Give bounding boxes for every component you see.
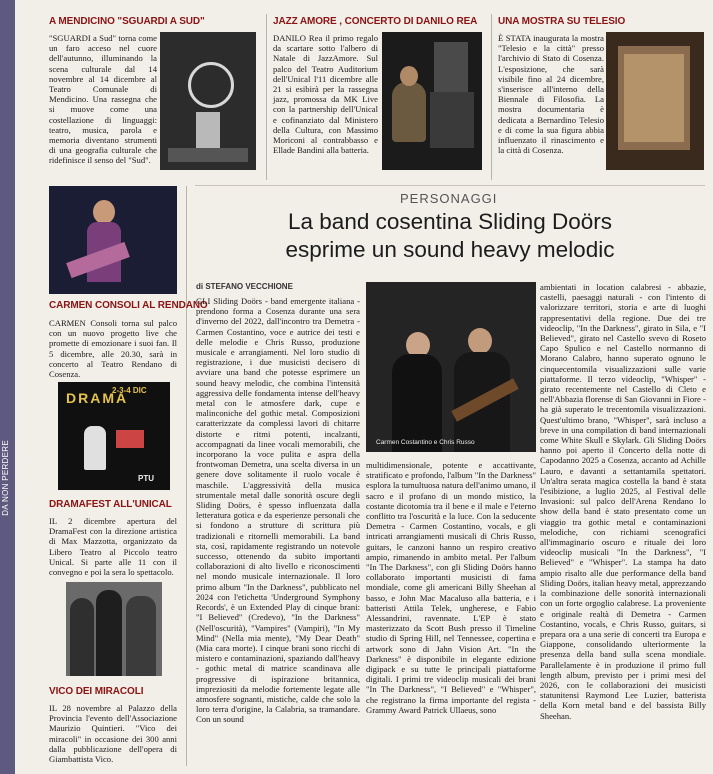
consoli-title: CARMEN CONSOLI AL RENDANO [49,300,208,311]
column-divider [186,186,187,766]
vico-body: IL 28 novembre al Palazzo della Provincia l'evento dell'Associazione Maurizio Quintieri. "Vico dei miracoli" in occasione dei 300 anni dalla pubblicazione dell'opera di Giambattista Vico. [49,703,177,765]
telesio-manuscript-image [606,32,704,170]
article-kicker: PERSONAGGI [400,191,498,206]
jazz-body: DANILO Rea il primo regalo da scartare sotto l'albero di Natale di JazzAmore. Sul palco del Teatro Auditorium dell'Unical l'11 dicembre alle 21 si esibirà per la rassegna jazz, promossa da MK Live con la partnership dell'Unical e cofinanziato dal Ministero della Cultura, con Massimo Moriconi al contrabbasso e Ellade Bandini alla batteria. [273,33,378,156]
column-divider [266,14,267,180]
vico-title: VICO DEI MIRACOLI [49,686,144,697]
band-photo [366,282,536,452]
column-divider [491,14,492,180]
telesio-title: UNA MOSTRA SU TELESIO [498,16,626,27]
jazz-pianist-image [382,32,482,170]
vico-group-image [66,582,162,676]
mendicino-poster-image [160,32,256,170]
article-top-rule [195,185,705,186]
mendicino-title: A MENDICINO "SGUARDI A SUD" [49,16,205,27]
dramafest-body: IL 2 dicembre apertura del DramaFest con la direzione artistica di Max Mazzotta, organizzato da Libero Teatro al Piccolo teatro Unical. Si parte alle 11 con il convegno e poi la sera lo spettacolo. [49,516,177,578]
telesio-body: È STATA inaugurata la mostra "Telesio e la città" presso l'archivio di Stato di Cosenza. L'esposizione, che sarà visibile fino al 24 dicembre, s'inserisce all'interno della Biennale di Filosofia. La mostra documentaria è dedicata a Bernardino Telesio e di come la sua figura abbia influenzato il rinascimento e la città di Cosenza. [498,33,604,156]
band-photo-caption: Carmen Costantino e Chris Russo [376,439,475,446]
article-headline-line2: esprime un sound heavy melodic [285,237,615,262]
dramafest-poster-image [58,382,170,490]
dramafest-poster-title: DRAMA [66,390,129,406]
article-column-2: multidimensionale, potente e accattivante, stratificato e profondo, l'album "In the Darkness" esplora la tumultuosa natura dell'animo umano, il sacro e il profano di un mondo mistico, la costante dicotomia tra il bene e il male e l'eterno conflitto tra l'oscurità e la luce. Con la seducente Demetra - Carmen Costantino, vocals, e gli intricati arrangiamenti musicali di Chris Russo, guitars, le canzoni hanno un respiro creativo ampio, rimanendo in ambito metal. Per l'album "In The Darkness", con gli Sliding Doörs hanno collaborato importanti musicisti di fama mondiale, come gli americani Billy Sheehan al basso, e John Mac Macaluso alla batteria, e i batteristi Attila Telek, ungherese, e Fabio Alessandrini, ravennate. L'EP è stato masterizzato da Scott Bush presso il Timeline studio di Spring Hill, nel Tennessee, copertina e artwork sono di Jahn Vision Art. "In the Darkness" è disponibile in elegante edizione digipack e su tutte le principali piattaforme digitali. I primi tre videoclip musicali dei brani "In The Darkness", "I Believed" e "Whisper", che registrano la firma importante del regista - Grammy Award Patrick Ullaeus, sono [366,460,536,715]
article-column-1: GLI Sliding Doörs - band emergente italiana - prendono forma a Cosenza durante una sera d'inverno del 2022, dall'incontro tra Demetra - Carmen Costantino, voce e autrice dei testi e delle melodie e Chris Russo, produzione musicale e arrangiamenti. Nel loro studio di registrazione, i due musicisti decisero di avviare una band che potesse esprimere un sound heavy melodic, che combina l'intensità aggressiva delle fondamenta intense dell'heavy metal con le atmosfere dark, cupe e malinconiche del gothic metal. Composizioni caratterizzate da complessi lavori di chitarre distorte e ritmi potenti, incalzanti, accompagnati da linee vocali memorabili, che incorporano la voce pulita e aspra della frontwoman Demetra, una scelta diversa in un genere dove solitamente il ruolo vocale è maschile. L'aggressività della musica strumentale metal dalle sonorità oscure degli Sliding Doörs, è spesso influenzata dalla letteratura gotica e da esperienze personali che si fondono a strutture di scrittura più tradizionali e ritornelli memorabili. La band sta, così, rapidamente registrando un notevole successo, ottenendo da subito importanti collaborazioni di alto livello e riconoscimenti nel mondo musicale internazionale. Il loro primo album "In the Darkness", pubblicato nel 2024 con l'etichetta 'Underground Symphony Records', è un Extended Play di cinque brani: "I Believed" (Credevo), "In the Darkness" (Nell'oscurità), "Vampires" (Vampiri), "In My Mind" (Nella mia mente), "My Dear Death" (Mia cara morte). I cinque brani sono ricchi di mistero e contaminazioni, spaziando dall'heavy - gothic metal di matrice scandinava alle progressive di ispirazione britannica, impreziositi da melodie fortemente legate alle atmosfere sognanti, mistiche, calde che solo la loro terra d'origine, la Calabria, sa tramandare. Con un sound [196,296,360,725]
article-column-3: ambientati in location calabresi - abbazie, castelli, paesaggi naturali - con l'intento di valorizzare territori, storia e arte di luoghi rappresentativi della regione. Due dei tre videoclip, "In the Darkness", girato in Sila, e "I Believed", girato nel Castello svevo di Roseto Capo Spulico e nel Castello normanno di Morano Calabro, hanno superato ognuno le cinquecentomila visualizzazioni sulle varie piattaforme. Il terzo videoclip, "Whisper" - girato recentemente nel Castello di Cleto e nell'Abbazia florense di San Giovanni in Fiore - ha già superato le trecentomila visualizzazioni. Quest'ultimo brano, "Whisper", sarà incluso a breve in una compilation di band internazionali come White Skull e Skylark. Gli Sliding Doörs hanno poi aperto il Concerto della notte di Capodanno 2025 a Cosenza, accanto ad Achille Lauro, e davanti a settantamila spettatori. Un'altra serata magica costella la band è stata l'esibizione, a luglio 2025, al Festival delle Invasioni: sul palco dell'Arena Rendano lo show della band è stato presentato come un viaggio tra gothic metal e contaminazioni melodiche, con richiami scenografici all'immaginario oscuro e rituale dei loro videoclip musicali "In the Darkness", "I Believed" e "Whisper". La stampa ha dato ampio risalto alle due performance della band Sliding Doörs, italian heavy metal, apprezzando la combinazione delle sonorità internazionali con un forte orgoglio calabrese. La proveniente e originale realtà di Demetra - Carmen Costantino, vocals, e Chris Russo, guitars, si prepara ora a una serie di concerti tra Europa e Giappone, consolidando ulteriormente la presenza della band sulla scena mondiale. Parallelamente è in produzione il primo full length album, previsto per i primi mesi del 2026, con le collaborazioni dei musicisti statunitensi Raymond Lee Luzier, batterista della Korn metal band e del bassista Billy Sheehan. [540,282,706,721]
article-byline: di STEFANO VECCHIONE [196,282,293,291]
consoli-concert-image [49,186,177,294]
consoli-body: CARMEN Consoli torna sul palco con un nuovo progetto live che promette di emozionare i suoi fan. Il 5 dicembre, alle 20.30, sarà in concerto al Teatro Rendano di Cosenza. [49,318,177,380]
dramafest-title: DRAMAFEST ALL'UNICAL [49,499,172,510]
section-sidebar [0,0,15,774]
sidebar-label: DA NON PERDERE [1,440,10,516]
dramafest-poster-logo: PTU [138,474,154,483]
article-headline-line1: La band cosentina Sliding Doörs [288,209,612,234]
jazz-title: JAZZ AMORE , CONCERTO DI DANILO REA [273,16,478,27]
dramafest-poster-dates: 2-3-4 DIC [112,386,147,395]
mendicino-body: "SGUARDI a Sud" torna come un faro acceso nel cuore dell'autunno, illuminando la scena culturale dal 14 novembre al 14 dicembre al Teatro Comunale di Mendicino. Una rassegna che si muove come una costellazione di linguaggi: teatro, musica, parola e memoria diventano strumenti di una geografia culturale che ridefinisce il senso del "Sud". [49,33,157,166]
